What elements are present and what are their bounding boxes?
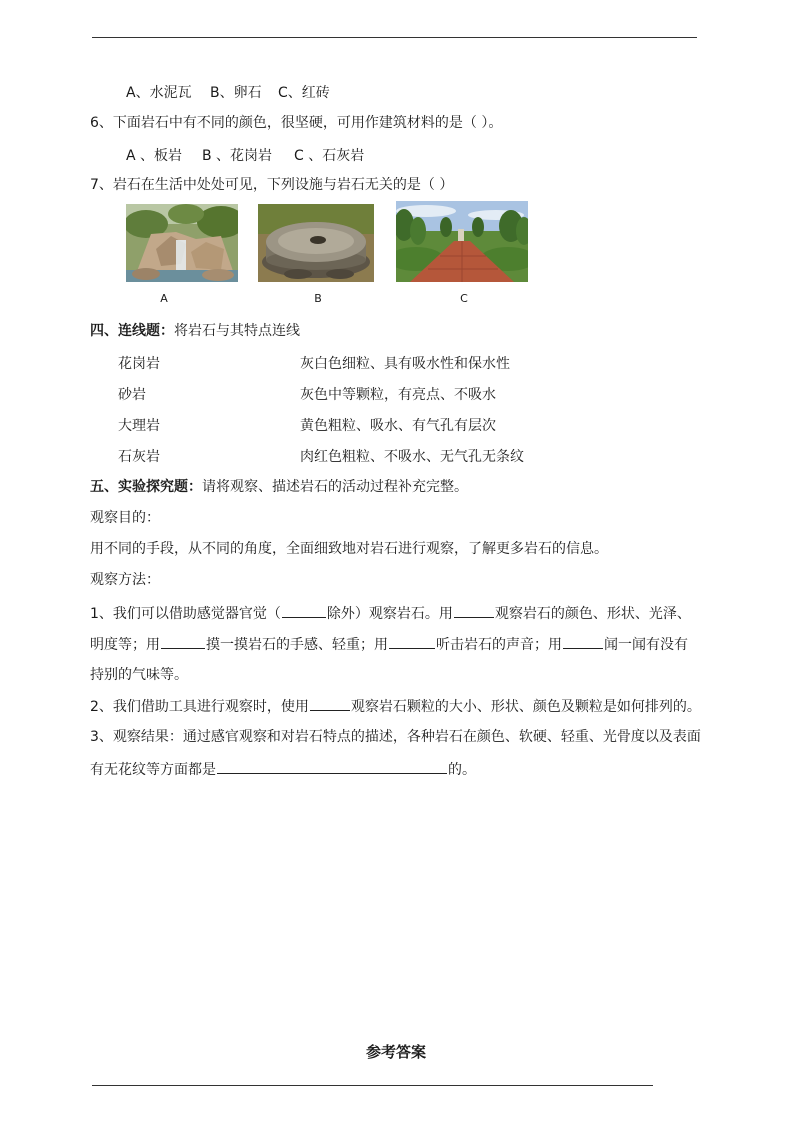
section4-title: 四、连线题：	[90, 323, 174, 339]
rockery-waterfall-photo	[126, 204, 238, 282]
method-item-3-line-2	[90, 759, 476, 780]
method-item-3-line-1: 3、观察结果：通过感官观察和对岩石特点的描述，各种岩石在颜色、软硬、轻重、光骨度以及表面	[90, 729, 701, 745]
q5-option-c: C、红砖	[278, 85, 330, 101]
purpose-label: 观察目的：	[90, 510, 160, 526]
top-rule	[92, 37, 697, 38]
rock-name: 砂岩	[118, 387, 146, 403]
answer-blank[interactable]	[282, 603, 326, 618]
q7-label-c: C	[460, 292, 468, 305]
item1-text-c: 观察岩石的颜色、形状、光泽、	[494, 606, 691, 622]
section4-instruction: 将岩石与其特点连线	[174, 323, 300, 339]
rock-feature: 肉红色粗粒、不吸水、无气孔无条纹	[300, 449, 524, 465]
answer-heading: 参考答案	[366, 1043, 427, 1061]
section5-heading	[90, 477, 468, 497]
answer-blank[interactable]	[454, 603, 494, 618]
item1-text-g: 闻一闻有没有	[604, 637, 688, 653]
answer-blank[interactable]	[217, 759, 447, 774]
item3-text-c: 的。	[448, 762, 476, 778]
q6-option-c: C 、石灰岩	[294, 148, 365, 164]
method-item-1-line-1	[90, 603, 691, 624]
item1-text-e: 摸一摸岩石的手感、轻重；用	[206, 637, 388, 653]
rock-name: 大理岩	[118, 418, 160, 434]
item1-text-f: 听击岩石的声音；用	[436, 637, 562, 653]
q5-option-b: B、卵石	[210, 85, 262, 101]
answer-blank[interactable]	[310, 696, 350, 711]
section5-instruction: 请将观察、描述岩石的活动过程补充完整。	[202, 479, 468, 495]
purpose-text: 用不同的手段，从不同的角度，全面细致地对岩石进行观察，了解更多岩石的信息。	[90, 541, 608, 557]
q6-option-b: B 、花岗岩	[202, 148, 273, 164]
q6-question: 6、下面岩石中有不同的颜色，很坚硬，可用作建筑材料的是（ ）。	[90, 115, 503, 131]
stone-millstone-photo	[258, 204, 374, 282]
item1-text-d: 明度等；用	[90, 637, 160, 653]
q5-option-a: A、水泥瓦	[126, 85, 192, 101]
answer-blank[interactable]	[161, 634, 205, 649]
rock-name: 石灰岩	[118, 449, 160, 465]
section4-heading	[90, 321, 300, 341]
q7-question: 7、岩石在生活中处处可见，下列设施与岩石无关的是（ ）	[90, 177, 454, 193]
method-item-1-line-3: 持别的气味等。	[90, 667, 188, 683]
rock-name: 花岗岩	[118, 356, 160, 372]
item1-text-b: 除外）观察岩石。用	[326, 606, 453, 622]
item2-text-a: 2、我们借助工具进行观察时，使用	[90, 699, 309, 715]
q7-label-b: B	[314, 292, 322, 305]
paved-garden-path-photo	[396, 201, 528, 282]
method-item-1-line-2	[90, 634, 688, 655]
method-label: 观察方法：	[90, 572, 160, 588]
item1-text-a: 1、我们可以借助感觉器官觉（	[90, 606, 281, 622]
bottom-rule	[92, 1085, 653, 1086]
rock-feature: 灰白色细粒、具有吸水性和保水性	[300, 356, 510, 372]
item2-text-b: 观察岩石颗粒的大小、形状、颜色及颗粒是如何排列的。	[350, 699, 701, 715]
rock-feature: 黄色粗粒、吸水、有气孔有层次	[300, 418, 496, 434]
answer-blank[interactable]	[389, 634, 435, 649]
section5-title: 五、实验探究题：	[90, 479, 202, 495]
item3-text-b: 有无花纹等方面都是	[90, 762, 216, 778]
answer-blank[interactable]	[563, 634, 603, 649]
q7-label-a: A	[160, 292, 168, 305]
rock-feature: 灰色中等颗粒，有亮点、不吸水	[300, 387, 496, 403]
method-item-2	[90, 696, 701, 717]
q6-option-a: A 、板岩	[126, 148, 183, 164]
